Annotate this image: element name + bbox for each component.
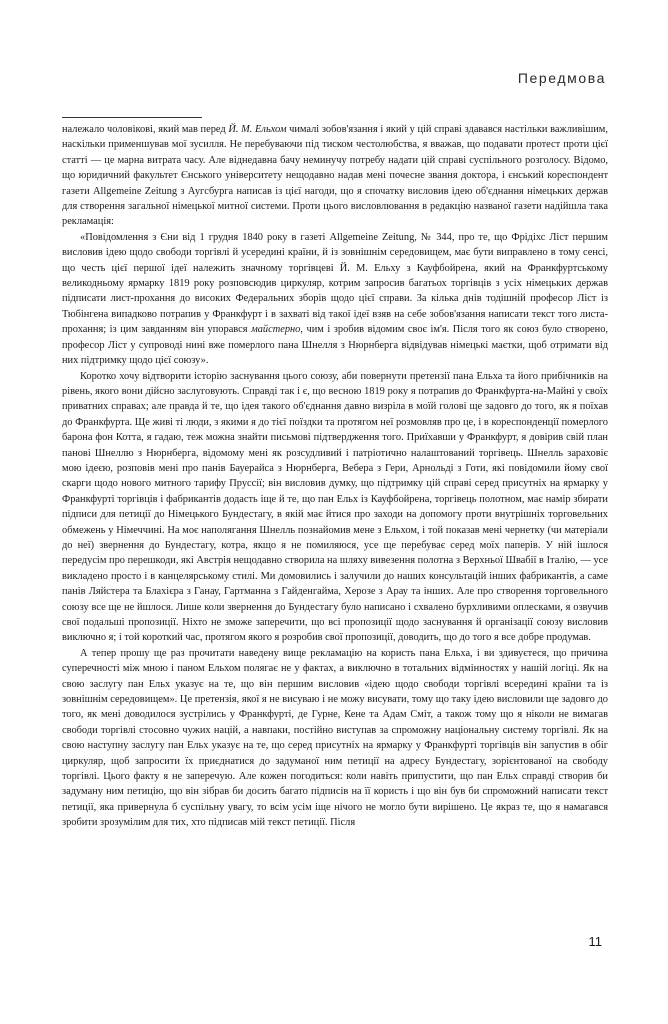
quotation-start: «Повідомлення з Єни від 1 грудня 1840 року в газеті Allgemeine Zeitung, № 344, про те, що Фрідіхс Ліст першим висловив ідею щодо свободи торгівлі й усередині країни, й із зовнішнім середовищем, має бути виправлено в тому сенсі, що честь цієї першої ідеї належить значному торгівцеві Й. М. Ельху з Кауфбойрена, який на Франкфуртському великодньому ярмарку 1819 року розповсюдив циркуляр, котрим запросив багатьох торгівців з усіх німецьких держав підписати лист-прохання до високих Федеральних зборів щодо цієї справи. За кілька днів тодішній професор Ліст із Тюбінгена випадково потрапив у Франкфурт і в захваті від такої ідеї взяв на себе зобов'язання написати текст того листа-прохання; із цим завданням він упорався (62, 231, 608, 336)
paragraph-3: Коротко хочу відтворити історію заснування цього союзу, аби повернути претензії пана Ельха та його прибічників на рівень, якого вони дійсно заслуговують. Справді так і є, що весною 1819 року я потрапив до Франкфурта-на-Майні у своїх приватних справах; але правда й те, що ідея такого об'єднання давно визріла в моїй голові ще задовго до того, як я поїхав до Франкфурта. Ще живі ті люди, з якими я до тієї поїздки та протягом неї розмовляв про це, і в кореспонденції померлого барона фон Котта, я гадаю, теж можна знайти письмові підтвердження того. Приїхавши у Франкфурт, я довірив свій план панові Шнеллю з Нюрнберга, відомому мені як розсудливий і патріотично налаштований торгівець. Шнелль зараховіє мою ідеєю, розповів мені про панів Бауерайса з Нюрнберга, Вебера з Гери, Арнольді з Готи, які повідомили йому свої скарги щодо нового митного тарифу Пруссії; він висловив думку, що підтримку цій справі серед присутніх на ярмарку у Франкфурті торгівців і фабрикантів додасть іще й те, що пан Ельх із Кауфбойрена, торгівець полотном, має намір збирати підписи для петиції до Німецького Бундестагу, в якій має йтися про заходи на допомогу проти внутрішніх торговельних обмежень у Німеччині. На моє наполягання Шнелль познайомив мене з Ельхом, і той показав мені чернетку (чи матеріали до неї) звернення до Бундестагу, котра, якщо я не помиляюся, усе ще перебуває серед моїх паперів. У ній ішлося передусім про перешкоди, які Австрія нещодавно створила на шляху вивезення полотна з Верхньої Швабії в Італію, — усе викладено просто і в канцелярському стилі. Ми домовились і залучили до наших консультацій інших фабрикантів, а саме панів Ляйстера та Блахієра з Ганау, Гартманна з Гайденгайма, Херозе з Арау та інших. Але про створення торговельного союзу все ще не йшлося. Лише коли звернення до Бундестагу було написано і схвалено бурхливими оплесками, я озвучив свої подальші пропозиції. Ніхто не зможе заперечити, що всі пропозиції щодо заснування й організації союзу висловив виключно я; і той короткий час, протягом якого я розробив свої пропозиції, доводить, що до того я все добре продумав. (62, 370, 608, 644)
paragraph-1-italic: Й. М. Ельхом (228, 124, 287, 135)
paragraph-1-start: належало чоловікові, який мав перед (62, 124, 229, 135)
quotation-italic: майстерно (251, 324, 301, 336)
body-text (62, 122, 608, 831)
paragraph-4: А тепер прошу ще раз прочитати наведену вище рекламацію на користь пана Ельха, і ви здивуєтеся, що причина суперечності між мною і паном Ельхом полягає не у фактах, а виключно в тотальних відмінностях у нашій логіці. Як на свою заслугу пан Ельх указує на те, що він першим висловив «ідею щодо свободи торгівлі всередині країни та із зовнішнім середовищем». Це претензія, якої я не висуваю і не можу висувати, тому що таку ідею висловили ще задовго до того, як мені доводилося зустрілись у Франкфурті, де Гурне, Кене та Адам Сміт, а також тому що я ніколи не вимагав свободи торгівлі стосовно чужих націй, а навпаки, постійно виступав за спроможну національну систему торгівлі. Як на свою наступну заслугу пан Ельх указує на те, що серед присутніх на ярмарку у Франкфурті торгівців він запустив в обіг циркуляр, щоб запросити їх приєднатися до задуманої ним петиції на адресу Бундестагу, зорієнтованої на свободу торгівлі. Цього факту я не заперечую. Але кожен погодиться: коли навіть припустити, що пан Ельх справді створив би задуману ним петицію, що він зібрав би досить багато підписів на її користь і що він був би спроможний написати текст петиції, яка привернула б суспільну увагу, то всім усім іще нічого не могло бути вирішено. Це якраз те, що я намагався зробити зрозумілим для тих, хто підписав мій текст петиції. Після (62, 647, 608, 829)
paragraph-1 (62, 122, 608, 230)
section-rule (62, 117, 202, 118)
quotation-paragraph (62, 230, 608, 369)
running-head: Передмова (517, 70, 606, 86)
quotation-end: , чим і зробив відомим своє ім'я. Після того як союз було створено, професор Ліст у супроводі нині вже померлого пана Шнелля з Нюрнберга відвідував німецькі маєтки, щоб отримати від них підтримку щодо цієї союзу». (62, 324, 608, 367)
paragraph-1-end: чималі зобов'язання і який у цій справі здавався настільки важливішим, наскільки применшував мої зусилля. Не перебуваючи під тиском честолюбства, я вважав, що подавати протест проти цієї статті — це марна витрата часу. Але віднедавна бачу неминучу потребу надати цій справі суспільного розголосу. Відомо, що юридичний факультет Єнського університету нещодавно надав мені почесне звання доктора, і єнський кореспондент газети Allgemeine Zeitung з Аугсбурга написав із цієї нагоди, що я спочатку висловив ідею об'єднання німецьких держав для створення загальної німецької митної системи. Проти цього висловлювання в редакцію названої газети надійшла така рекламація: (62, 124, 608, 228)
page-number: 11 (588, 934, 602, 949)
